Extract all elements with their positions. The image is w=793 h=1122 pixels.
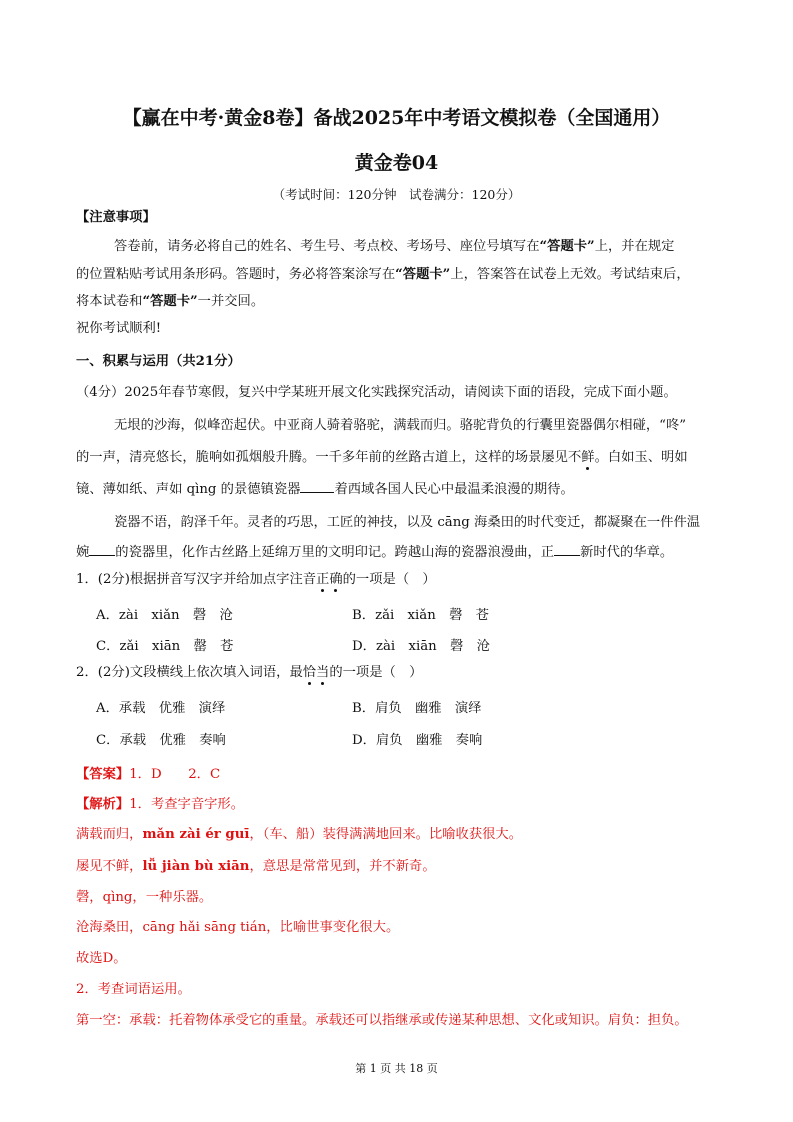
passage-text: 婉 xyxy=(76,545,90,560)
q2-option-a[interactable]: A．承载 优雅 演绎 xyxy=(96,701,226,716)
passage-text: 新时代的华章。 xyxy=(580,545,674,560)
analysis-label: 【解析】 xyxy=(76,797,130,812)
notice-heading: 【注意事项】 xyxy=(76,210,156,225)
passage-text: 的瓷器里，化作古丝路上延绵万里的文明印记。跨越山海的瓷器浪漫曲，正 xyxy=(115,545,555,560)
passage-line xyxy=(76,446,688,465)
notice-text: 将本试卷和 xyxy=(76,294,143,309)
analysis-line xyxy=(76,793,244,812)
analysis-line: 第一空：承载：托着物体承受它的重量。承载还可以指继承或传递某种思想、文化或知识。肩负：担负。 xyxy=(76,1013,688,1028)
question-text: 1．(2分)根据拼音写汉字并给加点字注音 xyxy=(76,572,317,587)
analysis-text: 1．考查字音字形。 xyxy=(129,797,245,812)
analysis-text: 满载而归， xyxy=(76,827,143,842)
answer-line xyxy=(76,763,220,782)
q1-option-b[interactable]: B．zǎi xiǎn 磬 苍 xyxy=(352,608,489,623)
dotted-char: 鲜 xyxy=(581,450,595,465)
dotted-char: 正 xyxy=(316,572,330,587)
q1-option-a[interactable]: A．zài xiǎn 磬 沧 xyxy=(96,608,233,623)
analysis-text: ，意思是常常见到，并不新奇。 xyxy=(249,859,436,874)
dotted-char: 恰 xyxy=(302,665,317,680)
pinyin: lǚ jiàn bù xiān xyxy=(142,859,250,874)
analysis-text: 沧海桑田， xyxy=(76,920,143,935)
answer-card-term: “答题卡” xyxy=(539,239,595,254)
passage-text: 的一声，清亮悠长，脆响如孤烟般升腾。一千多年前的丝路古道上，这样的场景屡见不 xyxy=(76,450,582,465)
passage-text: 。白如玉、明如 xyxy=(594,450,688,465)
analysis-line: 故选D。 xyxy=(76,951,127,966)
notice-text: 一并交回。 xyxy=(197,294,265,309)
q2-option-b[interactable]: B．肩负 幽雅 演绎 xyxy=(352,701,482,716)
question-text: 2．(2分)文段横线上依次填入词语，最 xyxy=(76,665,303,680)
question-1-stem xyxy=(76,571,436,589)
pinyin: mǎn zài ér guī xyxy=(142,827,250,842)
fill-blank[interactable] xyxy=(300,480,334,493)
fill-blank[interactable] xyxy=(554,543,580,556)
notice-wish: 祝你考试顺利! xyxy=(76,321,162,336)
exam-title: 【赢在中考·黄金8卷】备战2025年中考语文模拟卷（全国通用） xyxy=(122,107,671,129)
passage-line: 瓷器不语，韵泽千年。灵者的巧思，工匠的神技，以及 cāng 海桑田的时代变迁，都凝聚在一件件温 xyxy=(114,515,701,530)
question-text: 的一项是（ ） xyxy=(342,572,436,587)
passage-line: 无垠的沙海，似峰峦起伏。中亚商人骑着骆驼，满载而归。骆驼背负的行囊里瓷器偶尔相碰，“咚” xyxy=(114,418,687,433)
analysis-text: ，（车、船）装得满满地回来。比喻收获很大。 xyxy=(249,827,523,842)
analysis-line xyxy=(76,823,522,842)
analysis-line: 2．考查词语运用。 xyxy=(76,982,191,997)
notice-text: 上，答案答在试卷上无效。考试结束后， xyxy=(450,267,690,282)
passage-line xyxy=(76,478,574,497)
notice-line-3 xyxy=(76,293,264,311)
notice-text: 上，并在规定 xyxy=(594,239,675,254)
pinyin: cāng hǎi sāng tián xyxy=(142,920,267,935)
section-intro: （4分）2025年春节寒假，复兴中学某班开展文化实践探究活动，请阅读下面的语段，完成下面小题。 xyxy=(76,385,677,400)
analysis-line: 磬，qìng，一种乐器。 xyxy=(76,890,213,905)
answer-text: 1．D 2．C xyxy=(129,767,221,782)
answer-label: 【答案】 xyxy=(76,767,130,782)
answer-card-term: “答题卡” xyxy=(142,294,198,309)
page-number: 第 1 页 共 18 页 xyxy=(355,1062,438,1075)
passage-text: 着西域各国人民心中最温柔浪漫的期待。 xyxy=(334,482,574,497)
passage-line xyxy=(76,541,673,560)
analysis-text: ，比喻世事变化很大。 xyxy=(266,920,400,935)
q2-option-c[interactable]: C．承载 优雅 奏响 xyxy=(96,733,226,748)
question-2-stem xyxy=(76,664,422,682)
notice-text: 的位置粘贴考试用条形码。答题时，务必将答案涂写在 xyxy=(76,267,396,282)
notice-text: 答卷前，请务必将自己的姓名、考生号、考点校、考场号、座位号填写在 xyxy=(114,239,540,254)
notice-line-1 xyxy=(114,238,674,256)
q2-option-d[interactable]: D．肩负 幽雅 奏响 xyxy=(352,733,483,748)
answer-card-term: “答题卡” xyxy=(395,267,451,282)
q1-option-c[interactable]: C．zǎi xiān 罄 苍 xyxy=(96,639,234,654)
dotted-char: 确 xyxy=(329,572,343,587)
analysis-line xyxy=(76,916,399,935)
analysis-text: 屡见不鲜， xyxy=(76,859,143,874)
notice-line-2 xyxy=(76,266,690,284)
question-text: 的一项是（ ） xyxy=(329,665,423,680)
section-heading: 一、积累与运用（共21分） xyxy=(76,354,241,369)
exam-subtitle: 黄金卷04 xyxy=(354,152,439,174)
dotted-char: 当 xyxy=(316,665,330,680)
passage-text: 镜、薄如纸、声如 qìng 的景德镇瓷器 xyxy=(76,482,301,497)
exam-info: （考试时间：120分钟 试卷满分：120分） xyxy=(272,187,521,202)
q1-option-d[interactable]: D．zài xiān 磬 沧 xyxy=(352,639,490,654)
analysis-line xyxy=(76,855,436,874)
fill-blank[interactable] xyxy=(89,543,115,556)
